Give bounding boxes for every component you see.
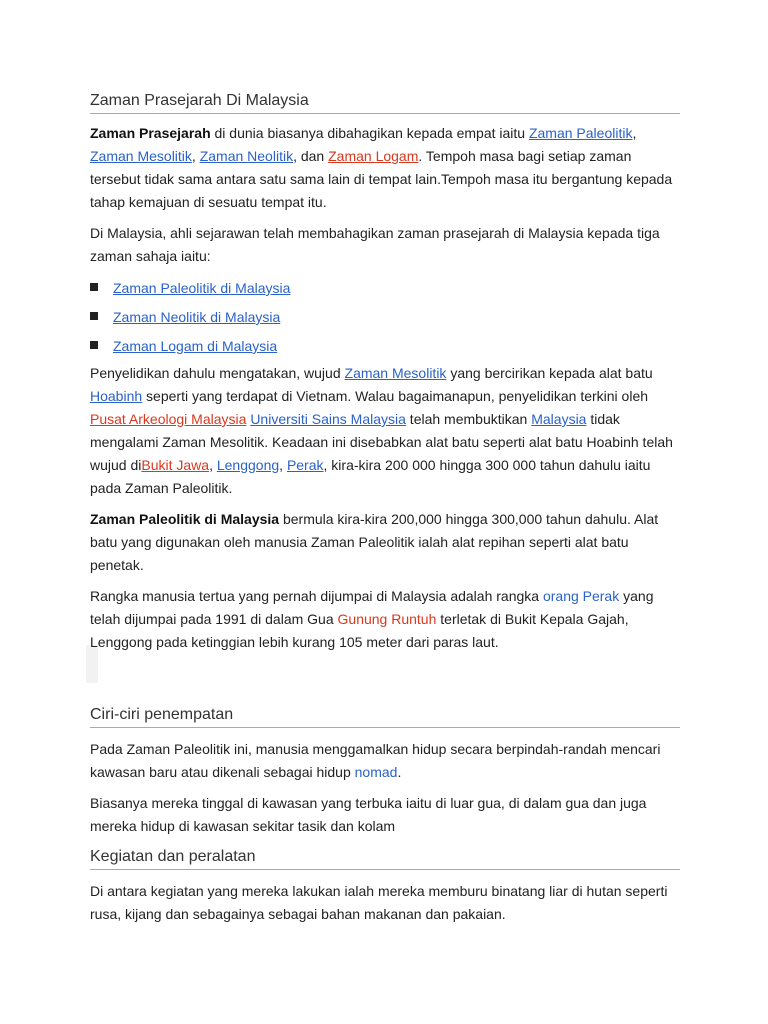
list-item bbox=[90, 307, 680, 327]
link-orang-perak[interactable]: orang Perak bbox=[542, 588, 620, 604]
bold-term: Zaman Paleolitik di Malaysia bbox=[90, 511, 280, 527]
list-item bbox=[90, 278, 680, 298]
paragraph-paleolitik: Zaman Paleolitik di Malaysia bermula kira-kira 200,000 hingga 300,000 tahun dahulu. Alat batu yang digunakan oleh manusia Zaman Paleolitik ialah alat repihan seperti alat batu penetak. bbox=[90, 511, 659, 573]
link-zaman-mesolitik[interactable]: Zaman Mesolitik bbox=[90, 148, 192, 164]
paragraph-kegiatan: Di antara kegiatan yang mereka lakukan ialah mereka memburu binatang liar di hutan seperti rusa, kijang dan sebagainya sebagai bahan makanan dan pakaian. bbox=[90, 883, 668, 922]
link-zaman-paleolitik[interactable]: Zaman Paleolitik bbox=[528, 125, 633, 141]
bullet-icon bbox=[90, 341, 98, 349]
heading-kegiatan-peralatan: Kegiatan dan peralatan bbox=[90, 846, 680, 870]
article-content bbox=[90, 90, 680, 926]
heading-zaman-prasejarah: Zaman Prasejarah Di Malaysia bbox=[90, 90, 680, 114]
heading-ciri-penempatan: Ciri-ciri penempatan bbox=[90, 704, 680, 728]
paragraph-intro: Zaman Prasejarah di dunia biasanya dibahagikan kepada empat iaitu Zaman Paleolitik, Zaman Mesolitik, Zaman Neolitik, dan Zaman Logam. Tempoh masa bagi setiap zaman tersebut tidak sama antara satu sama lain di tempat lain.Tempoh masa itu bergantung kepada tahap kemajuan di sesuatu tempat itu. bbox=[90, 125, 673, 210]
link-nomad[interactable]: nomad bbox=[354, 764, 398, 780]
link-hoabinh[interactable]: Hoabinh bbox=[90, 388, 143, 404]
bullet-icon bbox=[90, 283, 98, 291]
link-lenggong[interactable]: Lenggong bbox=[216, 457, 280, 473]
link-logam-malaysia[interactable]: Zaman Logam di Malaysia bbox=[113, 338, 278, 354]
link-neolitik-malaysia[interactable]: Zaman Neolitik di Malaysia bbox=[113, 309, 281, 325]
link-usm[interactable]: Universiti Sains Malaysia bbox=[250, 411, 406, 427]
paragraph-rangka: Rangka manusia tertua yang pernah dijumpai di Malaysia adalah rangka orang Perak yang telah dijumpai pada 1991 di dalam Gua Gunung Runtuh terletak di Bukit Kepala Gajah, Lenggong pada ketinggian lebih kurang 105 meter dari paras laut. bbox=[90, 588, 654, 650]
list-item bbox=[90, 336, 680, 356]
paragraph-nomad: Pada Zaman Paleolitik ini, manusia menggamalkan hidup secara berpindah-randah mencari kawasan baru atau dikenali sebagai hidup nomad. bbox=[90, 741, 661, 780]
bullet-icon bbox=[90, 312, 98, 320]
link-perak[interactable]: Perak bbox=[286, 457, 324, 473]
paragraph-penyelidikan: Penyelidikan dahulu mengatakan, wujud Zaman Mesolitik yang bercirikan kepada alat batu Hoabinh seperti yang terdapat di Vietnam. Walau bagaimanapun, penyelidikan terkini oleh Pusat Arkeologi Malaysia Universiti Sains Malaysia telah membuktikan Malaysia tidak mengalami Zaman Mesolitik. Keadaan ini disebabkan alat batu seperti alat batu Hoabinh telah wujud diBukit Jawa, Lenggong, Perak, kira-kira 200 000 hingga 300 000 tahun dahulu iaitu pada Zaman Paleolitik. bbox=[90, 365, 673, 496]
bold-term: Zaman Prasejarah bbox=[90, 125, 211, 141]
link-zaman-mesolitik-2[interactable]: Zaman Mesolitik bbox=[344, 365, 447, 381]
link-zaman-neolitik[interactable]: Zaman Neolitik bbox=[199, 148, 294, 164]
link-pusat-arkeologi[interactable]: Pusat Arkeologi Malaysia bbox=[90, 411, 247, 427]
link-paleolitik-malaysia[interactable]: Zaman Paleolitik di Malaysia bbox=[113, 280, 291, 296]
link-malaysia[interactable]: Malaysia bbox=[531, 411, 587, 427]
paragraph-malaysia: Di Malaysia, ahli sejarawan telah membahagikan zaman prasejarah di Malaysia kepada tiga zaman sahaja iaitu: bbox=[90, 225, 660, 264]
era-list bbox=[90, 278, 680, 356]
paragraph-tempat-tinggal: Biasanya mereka tinggal di kawasan yang terbuka iaitu di luar gua, di dalam gua dan juga mereka hidup di kawasan sekitar tasik dan kolam bbox=[90, 795, 647, 834]
link-bukit-jawa[interactable]: Bukit Jawa bbox=[141, 457, 210, 473]
link-gunung-runtuh[interactable]: Gunung Runtuh bbox=[337, 611, 437, 627]
link-zaman-logam[interactable]: Zaman Logam bbox=[328, 148, 419, 164]
